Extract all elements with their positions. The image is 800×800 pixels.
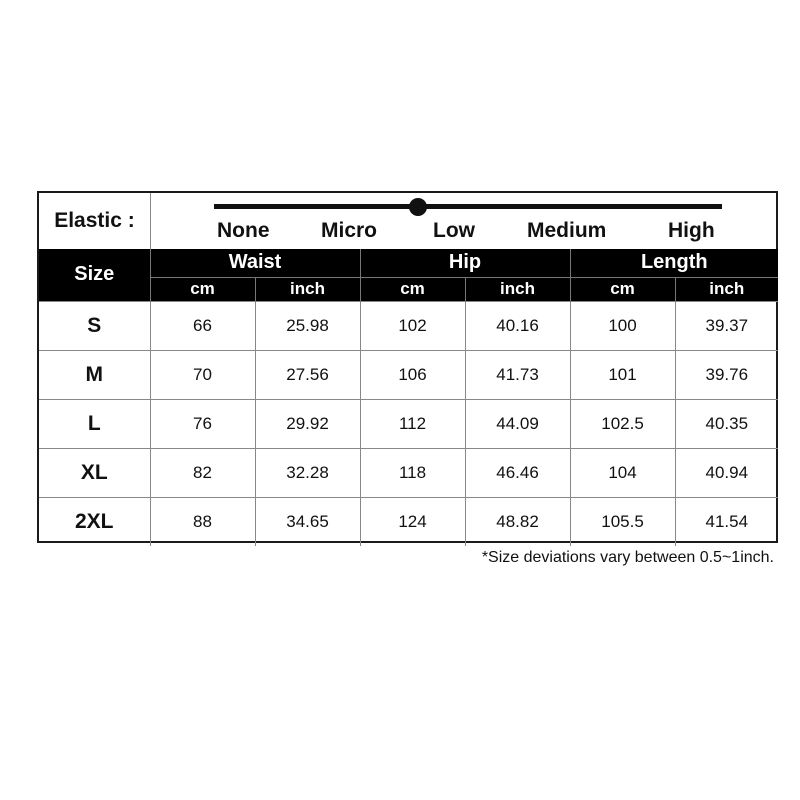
table-row — [39, 301, 778, 350]
value-cell: 41.54 — [675, 497, 778, 546]
size-deviation-note: *Size deviations vary between 0.5~1inch. — [481, 549, 774, 566]
value-cell: 40.16 — [465, 301, 570, 350]
table-row — [39, 350, 778, 399]
value-cell: 32.28 — [255, 448, 360, 497]
size-cell: S — [39, 301, 150, 350]
value-cell: 70 — [150, 350, 255, 399]
value-cell: 105.5 — [570, 497, 675, 546]
size-chart — [37, 191, 778, 543]
size-cell: XL — [39, 448, 150, 497]
elastic-option-micro: Micro — [321, 219, 378, 242]
value-cell: 124 — [360, 497, 465, 546]
unit-header: cm — [150, 277, 255, 301]
elastic-option-medium: Medium — [527, 219, 607, 242]
value-cell: 101 — [570, 350, 675, 399]
elastic-label: Elastic : — [39, 193, 151, 249]
value-cell: 29.92 — [255, 399, 360, 448]
value-cell: 66 — [150, 301, 255, 350]
size-cell: M — [39, 350, 150, 399]
value-cell: 25.98 — [255, 301, 360, 350]
value-cell: 82 — [150, 448, 255, 497]
value-cell: 88 — [150, 497, 255, 546]
hip-header: Hip — [360, 249, 570, 277]
length-header: Length — [570, 249, 778, 277]
elastic-scale-line — [214, 204, 722, 209]
size-column-header: Size — [39, 249, 150, 301]
size-cell: L — [39, 399, 150, 448]
unit-header: inch — [675, 277, 778, 301]
unit-header: inch — [255, 277, 360, 301]
value-cell: 40.94 — [675, 448, 778, 497]
unit-header: cm — [360, 277, 465, 301]
table-row — [39, 399, 778, 448]
elastic-option-low: Low — [433, 219, 475, 242]
value-cell: 44.09 — [465, 399, 570, 448]
value-cell: 40.35 — [675, 399, 778, 448]
elastic-option-none: None — [217, 219, 270, 242]
elastic-selected-marker — [409, 198, 427, 216]
unit-header: inch — [465, 277, 570, 301]
table-row — [39, 497, 778, 546]
value-cell: 27.56 — [255, 350, 360, 399]
value-cell: 118 — [360, 448, 465, 497]
value-cell: 76 — [150, 399, 255, 448]
value-cell: 39.37 — [675, 301, 778, 350]
value-cell: 48.82 — [465, 497, 570, 546]
value-cell: 39.76 — [675, 350, 778, 399]
value-cell: 46.46 — [465, 448, 570, 497]
size-cell: 2XL — [39, 497, 150, 546]
value-cell: 102.5 — [570, 399, 675, 448]
value-cell: 112 — [360, 399, 465, 448]
waist-header: Waist — [150, 249, 360, 277]
elastic-option-high: High — [668, 219, 715, 242]
value-cell: 41.73 — [465, 350, 570, 399]
measurement-table — [39, 249, 778, 546]
value-cell: 104 — [570, 448, 675, 497]
value-cell: 102 — [360, 301, 465, 350]
unit-header: cm — [570, 277, 675, 301]
table-row — [39, 448, 778, 497]
elastic-scale — [151, 193, 778, 249]
value-cell: 100 — [570, 301, 675, 350]
value-cell: 34.65 — [255, 497, 360, 546]
value-cell: 106 — [360, 350, 465, 399]
